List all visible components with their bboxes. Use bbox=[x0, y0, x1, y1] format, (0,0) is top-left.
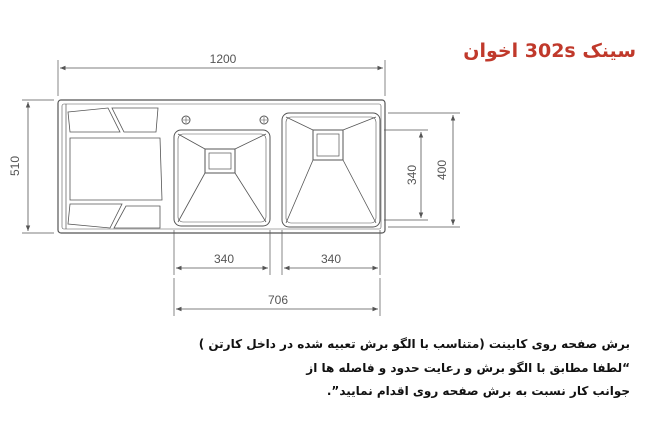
label-bowl-left-width: 340 bbox=[213, 252, 235, 266]
faucet-hole-left bbox=[182, 116, 190, 124]
installation-notes bbox=[198, 333, 630, 404]
page-title: سینک 302s اخوان bbox=[463, 40, 636, 62]
bowl-left bbox=[174, 130, 270, 226]
label-bowls-total-width: 706 bbox=[267, 293, 289, 307]
dimension-bowl-widths bbox=[174, 230, 380, 275]
bowl-right bbox=[282, 113, 380, 227]
label-bowl-outer-depth: 400 bbox=[435, 159, 449, 181]
note-line-3: جوانب کار نسبت به برش صفحه روی اقدام نمایید”. bbox=[326, 384, 630, 398]
faucet-hole-right bbox=[260, 116, 268, 124]
label-overall-width: 1200 bbox=[209, 52, 237, 66]
label-overall-depth: 510 bbox=[8, 155, 22, 177]
label-bowl-inner-depth: 340 bbox=[405, 164, 419, 186]
sink-outline bbox=[58, 100, 385, 233]
drainboard bbox=[66, 104, 162, 229]
note-line-2: “لطفا مطابق با الگو برش و رعایت حدود و فاصله ها از bbox=[306, 360, 630, 375]
note-line-1: برش صفحه روی کابینت (متناسب با الگو برش تعبیه شده در داخل کارتن ) bbox=[198, 337, 630, 351]
label-bowl-right-width: 340 bbox=[320, 252, 342, 266]
dimension-overall-depth bbox=[22, 100, 54, 233]
